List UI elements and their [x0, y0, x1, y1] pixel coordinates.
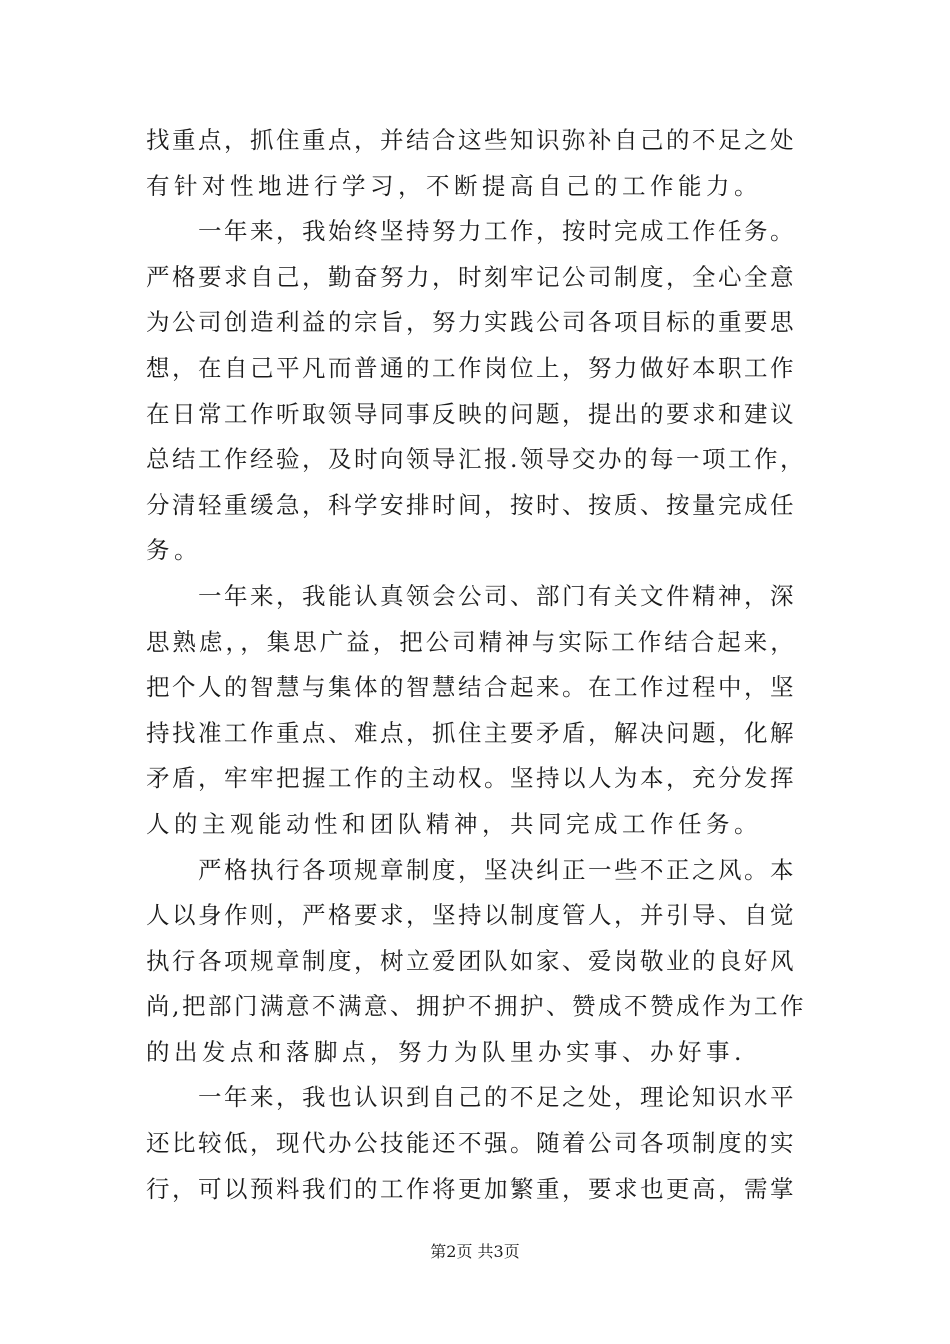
text-line: 的出发点和落脚点，努力为队里办实事、办好事.	[146, 1037, 746, 1066]
text-line: 在日常工作听取领导同事反映的问题，提出的要求和建议	[146, 399, 796, 428]
text-line: 执行各项规章制度，树立爱团队如家、爱岗敬业的良好风	[146, 946, 796, 975]
text-line: 总结工作经验，及时向领导汇报.领导交办的每一项工作，	[146, 445, 806, 474]
text-line: 思熟虑，，集思广益，把公司精神与实际工作结合起来，	[146, 627, 797, 656]
text-line: 持找准工作重点、难点，抓住主要矛盾，解决问题，化解	[146, 718, 796, 747]
text-line: 还比较低，现代办公技能还不强。随着公司各项制度的实	[146, 1129, 796, 1158]
text-line: 严格执行各项规章制度，坚决纠正一些不正之风。本	[198, 855, 796, 884]
text-line: 有针对性地进行学习，不断提高自己的工作能力。	[146, 171, 762, 200]
text-line: 矛盾，牢牢把握工作的主动权。坚持以人为本，充分发挥	[146, 764, 796, 793]
text-line: 一年来，我也认识到自己的不足之处，理论知识水平	[198, 1083, 796, 1112]
text-line: 一年来，我能认真领会公司、部门有关文件精神，深	[198, 581, 796, 610]
text-line: 行，可以预料我们的工作将更加繁重，要求也更高，需掌	[146, 1174, 796, 1203]
text-line: 人以身作则，严格要求，坚持以制度管人，并引导、自觉	[146, 901, 796, 930]
text-line: 为公司创造利益的宗旨，努力实践公司各项目标的重要思	[146, 308, 796, 337]
text-line: 人的主观能动性和团队精神，共同完成工作任务。	[146, 809, 762, 838]
text-line: 一年来，我始终坚持努力工作，按时完成工作任务。	[198, 217, 796, 246]
text-line: 找重点，抓住重点，并结合这些知识弥补自己的不足之处	[146, 126, 796, 154]
text-line: 分清轻重缓急，科学安排时间，按时、按质、按量完成任	[146, 490, 796, 519]
text-line: 把个人的智慧与集体的智慧结合起来。在工作过程中，坚	[146, 673, 796, 702]
text-line: 想，在自己平凡而普通的工作岗位上，努力做好本职工作	[146, 353, 796, 382]
page-number-footer: 第2页 共3页	[430, 1242, 520, 1261]
text-line: 尚,把部门满意不满意、拥护不拥护、赞成不赞成作为工作	[146, 992, 806, 1021]
text-line: 严格要求自己，勤奋努力，时刻牢记公司制度，全心全意	[146, 262, 796, 291]
document-body	[146, 118, 806, 1212]
text-line: 务。	[146, 536, 202, 565]
